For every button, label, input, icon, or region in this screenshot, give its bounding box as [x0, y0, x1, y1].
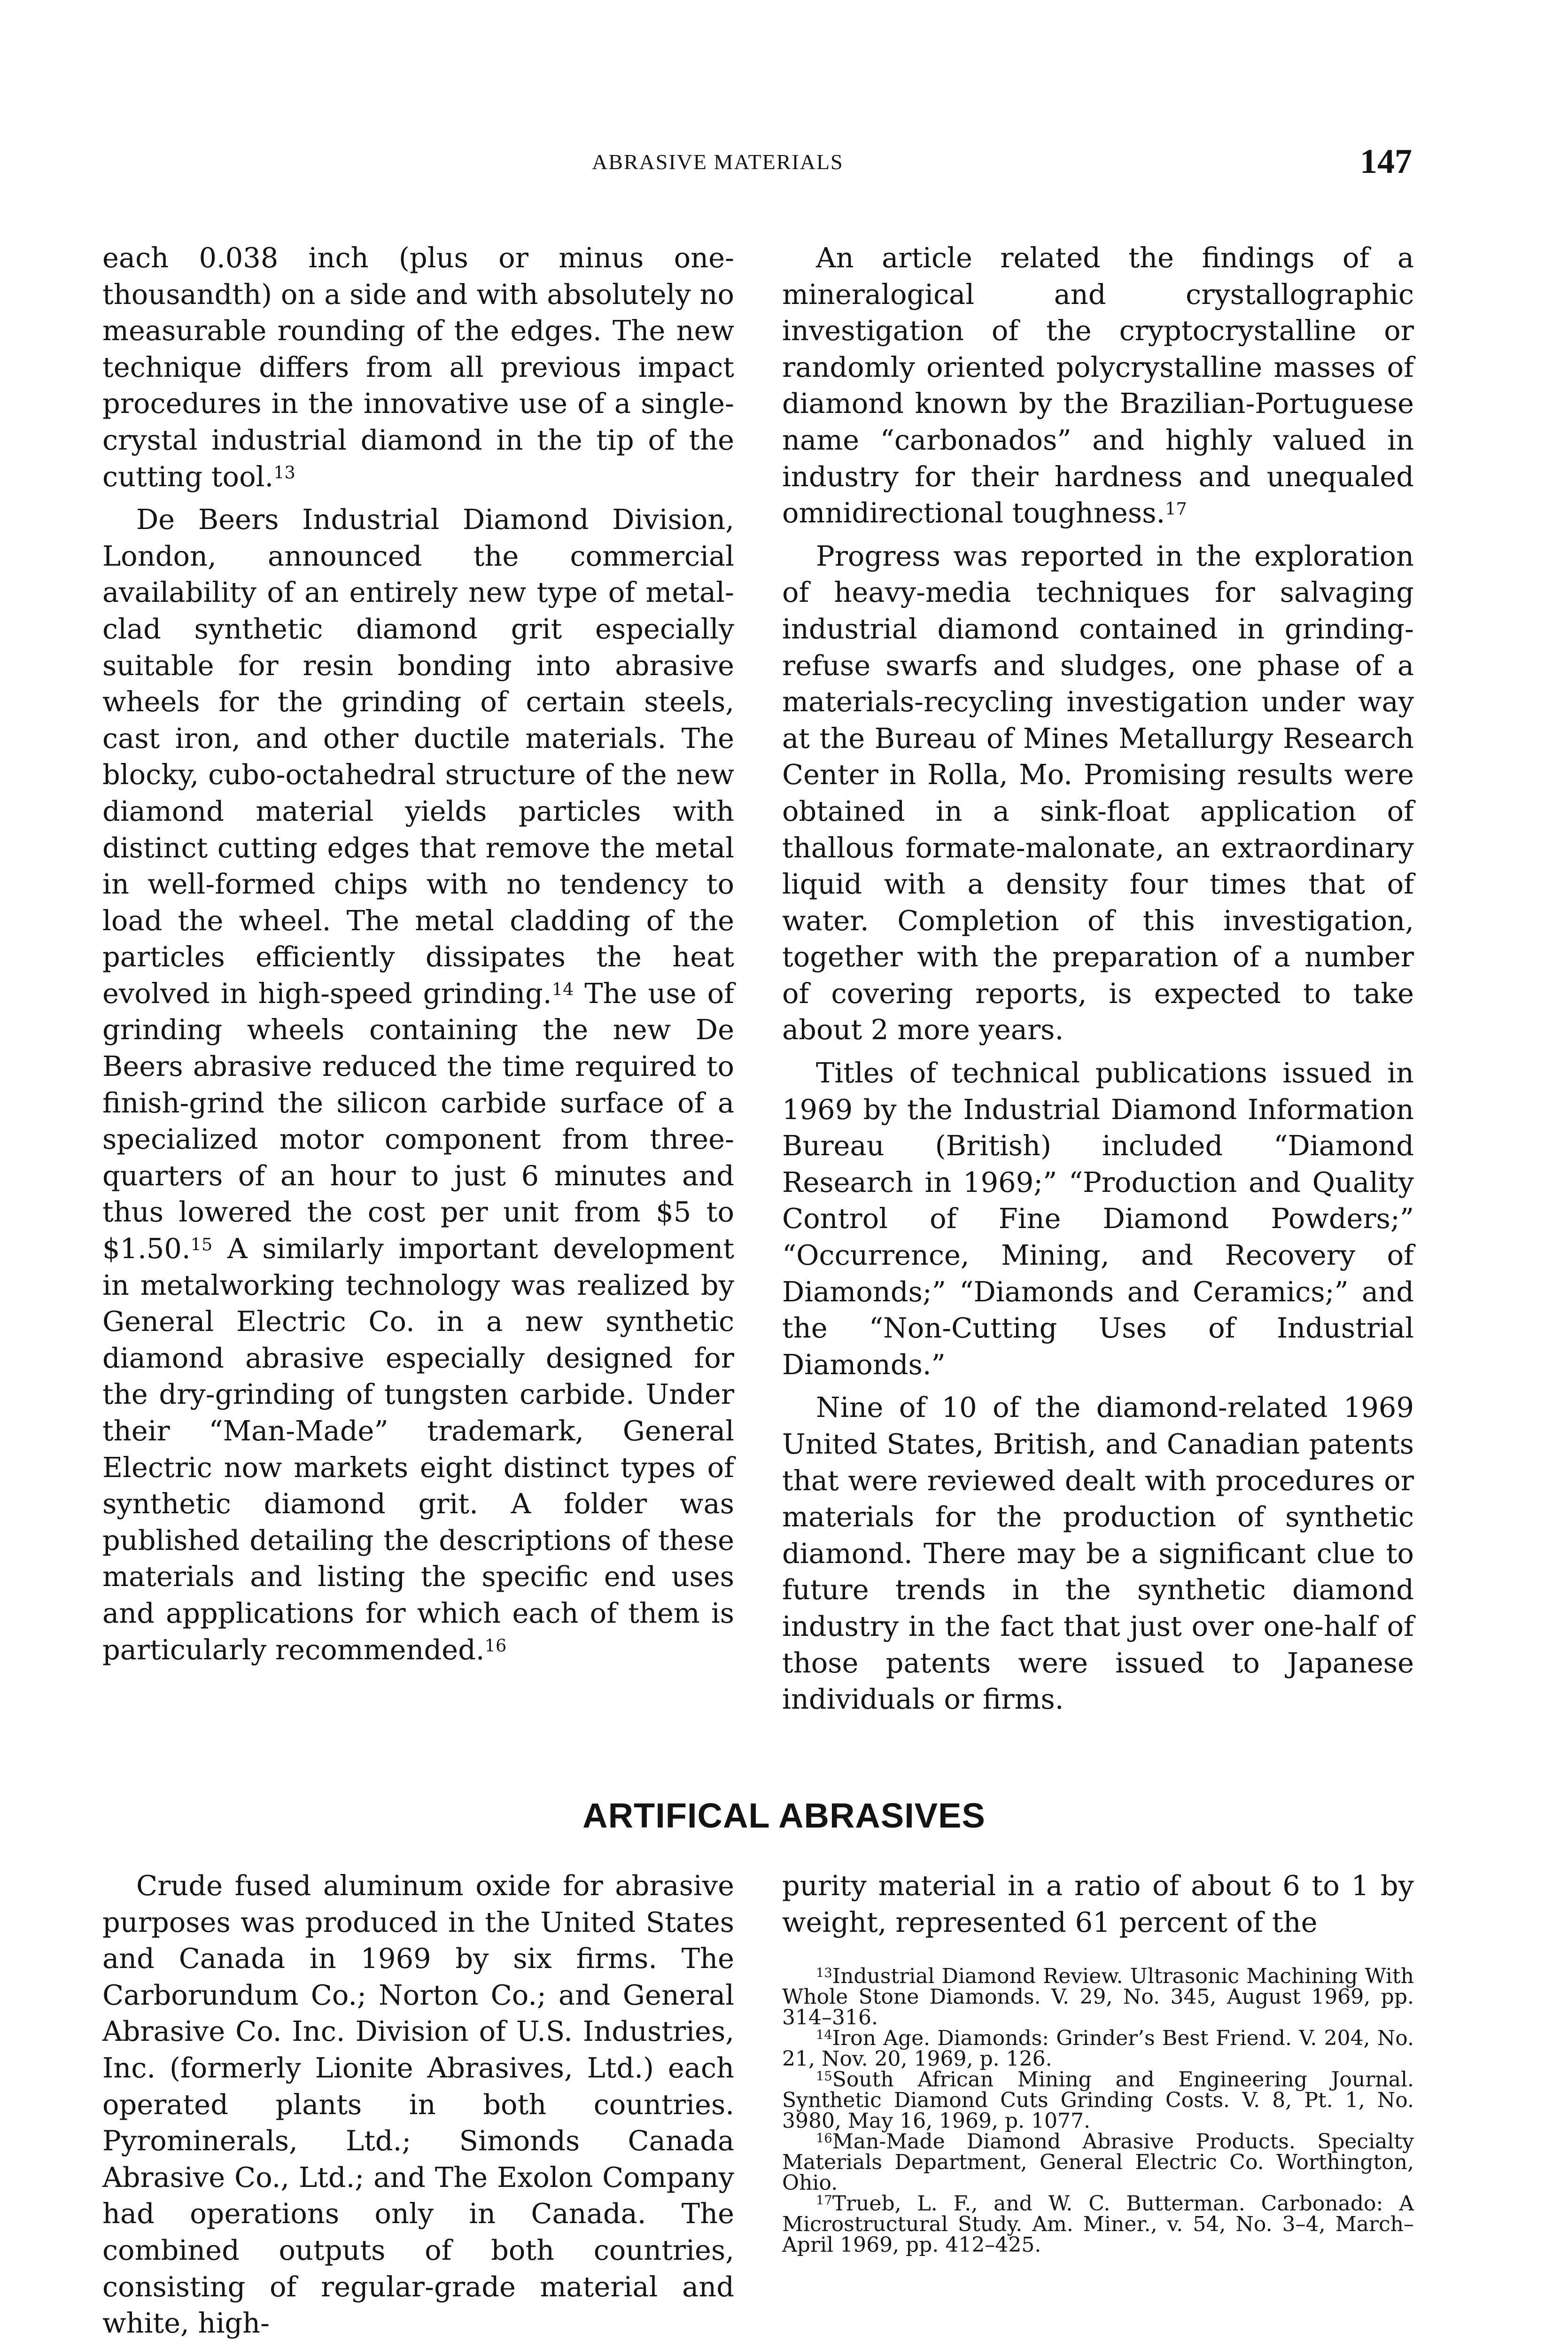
footnotes [782, 1966, 1414, 2256]
paragraph: purity material in a ratio of about 6 to 1 by weight, represented 61 percent of the [782, 1869, 1414, 1938]
footnote-ref: 14 [551, 979, 574, 1000]
footnote: $^{17}$Trueb, L. F., and W. C. Butterman. Carbonado: A Microstructural Study. Am. Miner., v. 54, No. 3–4, March–April 1969, pp. 412–425. [782, 2192, 1414, 2257]
paragraph: Nine of 10 of the diamond-related 1969 United States, British, and Canadian patents that were reviewed dealt with procedures or materials for the production of synthetic diamond. There may be a significant clue to future trends in the synthetic diamond industry in the fact that just over one-half of those patents were issued to Japanese individuals or firms. [782, 1391, 1414, 1716]
footnote: $^{14}$Iron Age. Diamonds: Grinder’s Best Friend. V. 204, No. 21, Nov. 20, 1969, p. 126. [782, 2026, 1414, 2071]
footnote: $^{13}$Industrial Diamond Review. Ultrasonic Machining With Whole Stone Diamonds. V. 29, No. 345, August 1969, pp. 314–316. [782, 1964, 1414, 2030]
lower-right-column [782, 1867, 1414, 1940]
page-number: 147 [1360, 142, 1412, 181]
paragraph: An article related the findings of a mineralogical and crystallographic investigation of the cryptocrystalline or randomly oriented polycrystalline masses of diamond known by the Brazilian-Portuguese name “carbonados” and highly valued in industry for their hardness and unequaled omnidirectional toughness.$^{17}$ [782, 241, 1414, 529]
paragraph: Progress was reported in the exploration of heavy-media techniques for salvaging industrial diamond contained in grinding-refuse swarfs and sludges, one phase of a materials-recycling investigation under way at the Bureau of Mines Metallurgy Research Center in Rolla, Mo. Promising results were obtained in a sink-float application of thallous formate-malonate, an extraordinary liquid with a density four times that of water. Completion of this investigation, together with the preparation of a number of covering reports, is expected to take about 2 more years. [782, 539, 1414, 1046]
paragraph: Titles of technical publications issued in 1969 by the Industrial Diamond Information Bureau (British) included “Diamond Research in 1969;” “Production and Quality Control of Fine Diamond Powders;” “Occurrence, Mining, and Recovery of Diamonds;” “Diamonds and Ceramics;” and the “Non-Cutting Uses of Industrial Diamonds.” [782, 1057, 1414, 1381]
upper-right-column [782, 240, 1414, 1718]
paragraph: Crude fused aluminum oxide for abrasive purposes was produced in the United States and Canada in 1969 by six firms. The Carborundum Co.; Norton Co.; and General Abrasive Co. Inc. Division of U.S. Industries, Inc. (formerly Lionite Abrasives, Ltd.) each operated plants in both countries. Pyrominerals, Ltd.; Simonds Canada Abrasive Co., Ltd.; and The Exolon Company had operations only in Canada. The combined outputs of both countries, consisting of regular-grade material and white, high- [102, 1869, 734, 2340]
footnote-ref: 15 [190, 1234, 213, 1255]
lower-left-column [102, 1867, 734, 2341]
paragraph: De Beers Industrial Diamond Division, London, announced the commercial availability of an entirely new type of metal-clad synthetic diamond grit especially suitable for resin bonding into abrasive wheels for the grinding of certain steels, cast iron, and other ductile materials. The blocky, cubo-octahedral structure of the new diamond material yields particles with distinct cutting edges that remove the metal in well-formed chips with no tendency to load the wheel. The metal cladding of the particles efficiently dissipates the heat evolved in high-speed grinding.$^{14}$ The use of grinding wheels containing the new De Beers abrasive reduced the time required to finish-grind the silicon carbide surface of a specialized motor component from three-quarters of an hour to just 6 minutes and thus lowered the cost per unit from $5 to $1.50.15 A similarly important development in metalworking technology was realized by General Electric Co. in a new synthetic diamond abrasive especially designed for the dry-grinding of tungsten carbide. Under their “Man-Made” trademark, General Electric now markets eight distinct types of synthetic diamond grit. A folder was published detailing the descriptions of these materials and listing the specific end uses and appplications for which each of them is particularly recommended.$^{16}$ [102, 503, 734, 1666]
footnote: $^{15}$South African Mining and Engineering Journal. Synthetic Diamond Cuts Grinding Costs. V. 8, Pt. 1, No. 3980, May 16, 1969, p. 1077. [782, 2068, 1414, 2133]
paragraph: each 0.038 inch (plus or minus one-thousandth) on a side and with absolutely no measurable rounding of the edges. The new technique differs from all previous impact procedures in the innovative use of a single-crystal industrial diamond in the tip of the cutting tool.$^{13}$ [102, 241, 734, 493]
upper-left-column [102, 240, 734, 1668]
footnote-ref: 17 [1165, 498, 1187, 519]
running-head: ABRASIVE MATERIALS [592, 150, 844, 174]
footnote-ref: 16 [484, 1635, 507, 1656]
footnote-ref: 13 [273, 462, 295, 483]
section-title: ARTIFICAL ABRASIVES [582, 1796, 986, 1835]
footnote: $^{16}$Man-Made Diamond Abrasive Products. Specialty Materials Department, General Electric Co. Worthington, Ohio. [782, 2130, 1414, 2195]
